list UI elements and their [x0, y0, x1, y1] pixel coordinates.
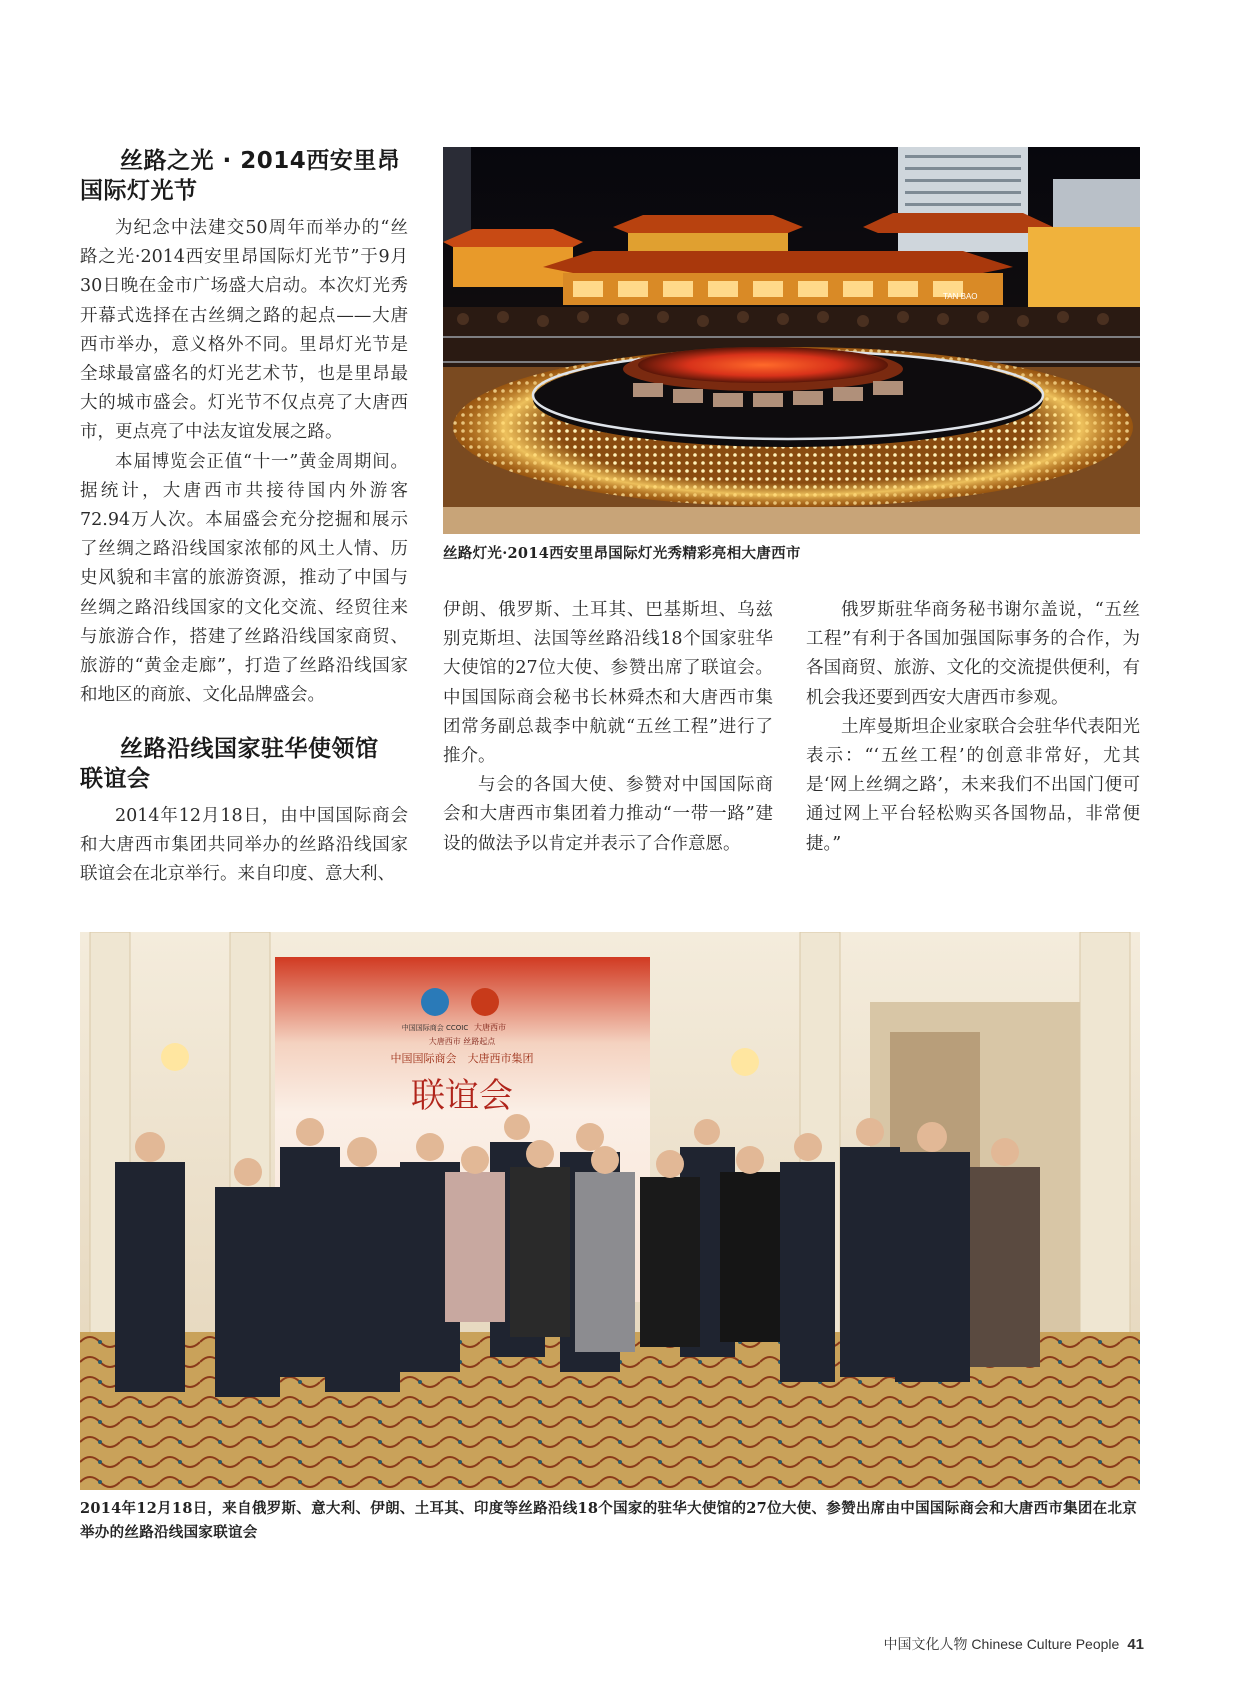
paragraph: 本届博览会正值“十一”黄金周期间。据统计，大唐西市共接待国内外游客72.94万人次。本届盛会充分挖掘和展示了丝绸之路沿线国家浓郁的风土人情、历史风貌和丰富的旅游资源，推动了中国与丝绸之路沿线国家的文化交流、经贸往来与旅游合作，搭建了丝路沿线国家商贸、旅游的“黄金走廊”，打造了丝路沿线国家和地区的商旅、文化品牌盛会。 — [80, 451, 408, 706]
photo1-caption: 丝路灯光·2014西安里昂国际灯光秀精彩亮相大唐西市 — [443, 545, 801, 562]
section-heading-embassy-gathering — [80, 734, 410, 794]
photo-light-show — [443, 147, 1140, 534]
banner-slogan: 大唐西市 丝路起点 — [428, 1037, 496, 1046]
banner-orgs: 中国国际商会 大唐西市集团 — [390, 1052, 534, 1065]
banner-title: 联谊会 — [411, 1076, 513, 1116]
paragraph: 伊朗、俄罗斯、土耳其、巴基斯坦、乌兹别克斯坦、法国等丝路沿线18个国家驻华大使馆的27位大使、参赞出席了联谊会。中国国际商会秘书长林舜杰和大唐西市集团常务副总裁李中航就“五丝工程”进行了推介。 — [443, 600, 773, 767]
paragraph: 土库曼斯坦企业家联合会驻华代表阳光表示：“‘五丝工程’的创意非常好，尤其是‘网上丝绸之路’，未来我们不出国门便可通过网上平台轻松购买各国物品，非常便捷。” — [806, 716, 1140, 854]
section2-col1 — [80, 802, 408, 890]
paragraph: 2014年12月18日，由中国国际商会和大唐西市集团共同举办的丝路沿线国家联谊会在北京举行。来自印度、意大利、 — [80, 806, 408, 885]
banner-logo-ccoic: 中国国际商会 CCOIC — [401, 1024, 469, 1032]
section2-col3 — [806, 596, 1140, 859]
paragraph: 俄罗斯驻华商务秘书谢尔盖说，“五丝工程”有利于各国加强国际事务的合作，为各国商贸、旅游、文化的交流提供便利，有机会我还要到西安大唐西市参观。 — [806, 600, 1140, 708]
publication-name: 中国文化人物 Chinese Culture People — [883, 1636, 1120, 1652]
page-footer — [884, 1634, 1144, 1654]
shop-sign: TAN BAO — [943, 292, 978, 301]
heading-line: 联谊会 — [80, 766, 151, 792]
heading-line: 丝路之光 · 2014西安里昂 — [120, 148, 401, 174]
section-heading-light-festival — [80, 146, 410, 206]
paragraph: 与会的各国大使、参赞对中国国际商会和大唐西市集团着力推动“一带一路”建设的做法予以肯定并表示了合作意愿。 — [443, 775, 773, 854]
section1-body — [80, 214, 408, 710]
photo2-caption: 2014年12月18日，来自俄罗斯、意大利、伊朗、土耳其、印度等丝路沿线18个国家的驻华大使馆的27位大使、参赞出席由中国国际商会和大唐西市集团在北京举办的丝路沿线国家联谊会 — [80, 1500, 1138, 1541]
paragraph: 为纪念中法建交50周年而举办的“丝路之光·2014西安里昂国际灯光节”于9月30日晚在金市广场盛大启动。本次灯光秀开幕式选择在古丝绸之路的起点——大唐西市举办，意义格外不同。里昂灯光节是全球最富盛名的灯光艺术节，也是里昂最大的城市盛会。灯光节不仅点亮了大唐西市，更点亮了中法友谊发展之路。 — [80, 218, 408, 443]
section2-col2 — [443, 596, 773, 859]
heading-line: 国际灯光节 — [80, 178, 198, 204]
light-show-illustration — [443, 147, 1140, 534]
heading-line: 丝路沿线国家驻华使领馆 — [120, 736, 379, 762]
banner-logo-datang: 大唐西市 — [474, 1023, 506, 1032]
page-number: 41 — [1127, 1636, 1144, 1653]
photo-group — [80, 932, 1140, 1490]
group-photo-illustration — [80, 932, 1140, 1490]
